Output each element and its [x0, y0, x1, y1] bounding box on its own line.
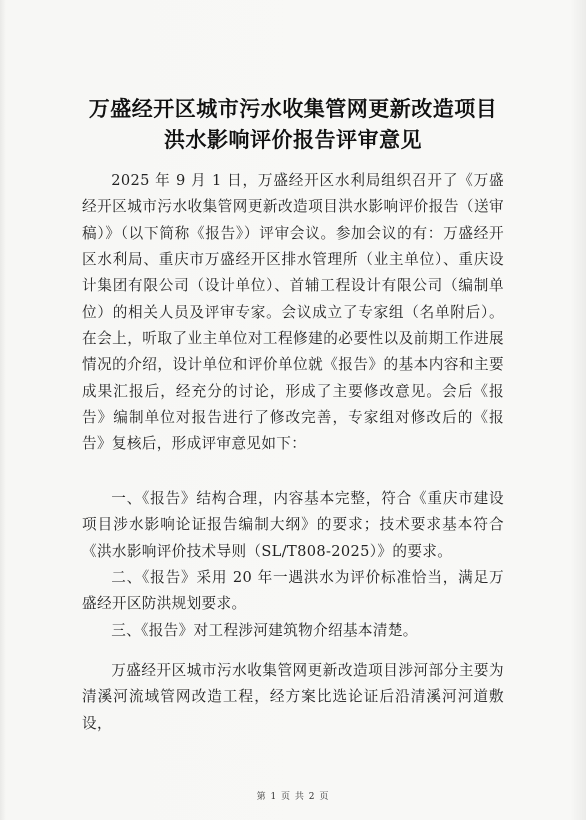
page-number-footer: 第 1 页 共 2 页	[256, 792, 330, 802]
paragraph-opinion-3: 三、《报告》对工程涉河建筑物介绍基本清楚。	[111, 622, 418, 639]
document-title-line-1: 万盛经开区城市污水收集管网更新改造项目	[88, 96, 498, 121]
paragraph-opinion-2: 二、《报告》采用 20 年一遇洪水为评价标准恰当，满足万盛经开区防洪规划要求。	[82, 569, 504, 613]
paragraph-project-description: 万盛经开区城市污水收集管网更新改造项目涉河部分主要为清溪河流域管网改造工程，经方案比选论证后沿清溪河河道敷设，	[82, 662, 504, 732]
document-title-line-2: 洪水影响评价报告评审意见	[164, 127, 422, 152]
paragraph-opinion-1: 一、《报告》结构合理，内容基本完整，符合《重庆市建设项目涉水影响论证报告编制大纲》的要求；技术要求基本符合《洪水影响评价技术导则（SL/T808-2025）》的要求。	[82, 490, 504, 560]
paragraph-intro: 2025 年 9 月 1 日，万盛经开区水利局组织召开了《万盛经开区城市污水收集管网更新改造项目洪水影响评价报告（送审稿）》（以下简称《报告》）评审会议。参加会议的有：万盛经开区水利局、重庆市万盛经开区排水管理所（业主单位）、重庆设计集团有限公司（设计单位）、首辅工程设计有限公司（编制单位）的相关人员及评审专家。会议成立了专家组（名单附后）。在会上，听取了业主单位对工程修建的必要性以及前期工作进展情况的介绍，设计单位和评价单位就《报告》的基本内容和主要成果汇报后，经充分的讨论，形成了主要修改意见。会后《报告》编制单位对报告进行了修改完善，专家组对修改后的《报告》复核后，形成评审意见如下：	[82, 172, 504, 453]
